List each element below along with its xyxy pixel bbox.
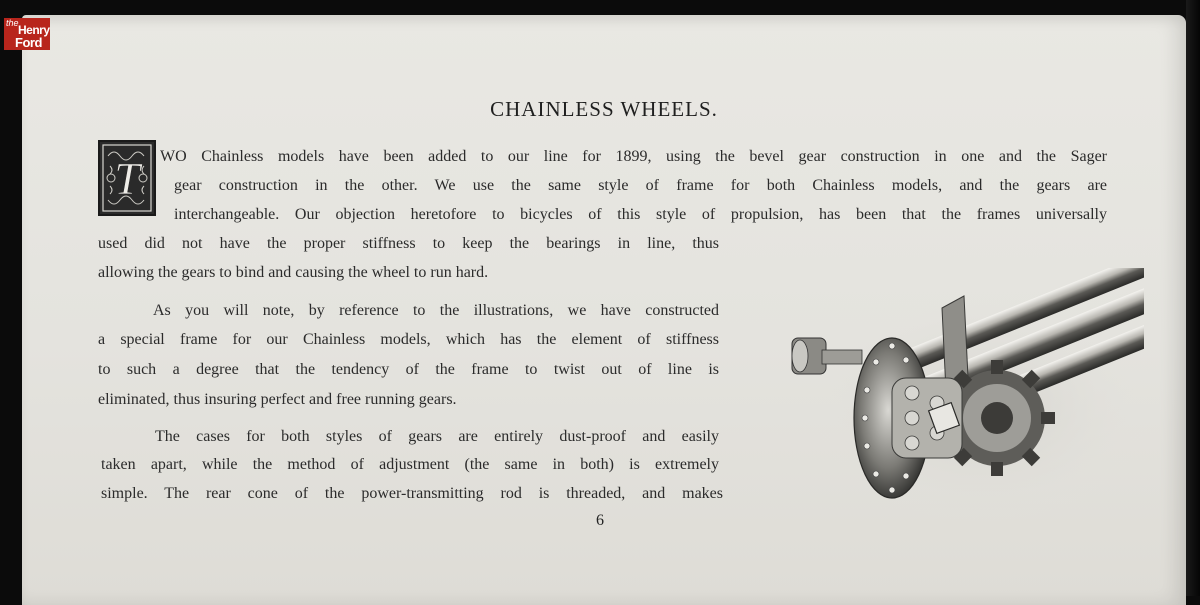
logo-the: the (6, 18, 19, 28)
drop-cap (98, 140, 156, 216)
text-line: taken apart, while the method of adjustment (the same in both) is extremely (101, 456, 719, 473)
gear-hub-illustration (772, 268, 1144, 530)
ornament-icon (100, 142, 154, 214)
drop-cap-letter: T (114, 153, 140, 204)
text-line: a special frame for our Chainless models, which has the element of stiffness (98, 331, 719, 348)
text-line: to such a degree that the tendency of the frame to twist out of line is (98, 361, 719, 378)
text-line: eliminated, thus insuring perfect and free running gears. (98, 391, 457, 408)
text-line: interchangeable. Our objection heretofore to bicycles of this style of propulsion, has been that the frames universally (174, 206, 1107, 223)
text-line: The cases for both styles of gears are entirely dust-proof and easily (155, 428, 719, 445)
text-line: used did not have the proper stiffness to keep the bearings in line, thus (98, 235, 719, 252)
logo-ford: Ford (15, 35, 42, 50)
text-line: As you will note, by reference to the illustrations, we have constructed (153, 302, 719, 319)
logo-henry: Henry (18, 23, 50, 37)
text-line: gear construction in the other. We use the same style of frame for both Chainless models, and the gears are (174, 177, 1107, 194)
text-line: WO Chainless models have been added to our line for 1899, using the bevel gear construction in one and the Sager (160, 148, 1107, 165)
henry-ford-logo (4, 18, 50, 50)
text-line: simple. The rear cone of the power-transmitting rod is threaded, and makes (101, 485, 723, 502)
book-edge (1186, 0, 1200, 596)
page-title: CHAINLESS WHEELS. (490, 97, 718, 121)
text-line: allowing the gears to bind and causing the wheel to run hard. (98, 264, 489, 281)
page-number: 6 (596, 512, 604, 529)
